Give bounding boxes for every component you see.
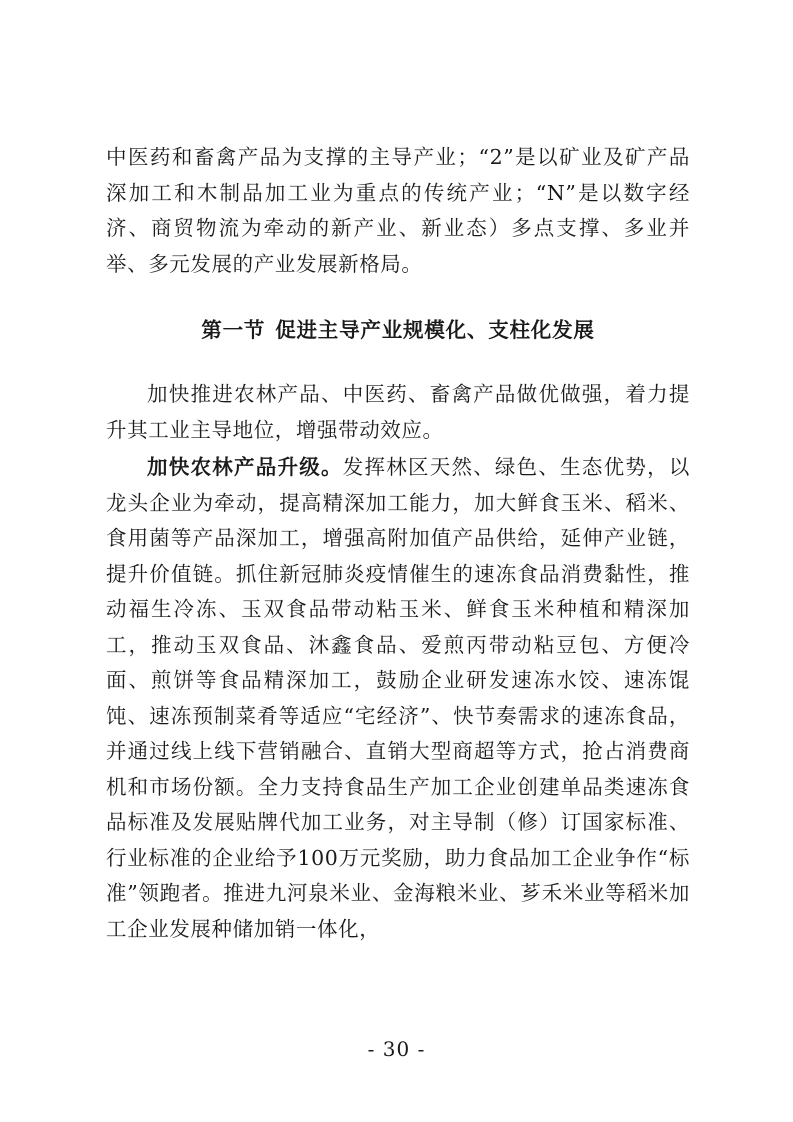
page-number: - 30 - <box>367 1037 426 1061</box>
subsection-paragraph <box>106 450 690 947</box>
section-title: 促进主导产业规模化、支柱化发展 <box>275 318 595 342</box>
subsection-body: 发挥林区天然、绿色、生态优势，以龙头企业为牵动，提高精深加工能力，加大鲜食玉米、稻米、食用菌等产品深加工，增强高附加值产品供给，延伸产业链，提升价值链。抓住新冠肺炎疫情催生的速冻食品消费黏性，推动福生冷冻、玉双食品带动粘玉米、鲜食玉米种植和精深加工，推动玉双食品、沐鑫食品、爱煎丙带动粘豆包、方便冷面、煎饼等食品精深加工，鼓励企业研发速冻水饺、速冻馄饨、速冻预制菜肴等适应“宅经济”、快节奏需求的速冻食品，并通过线上线下营销融合、直销大型商超等方式，抢占消费商机和市场份额。全力支持食品生产加工企业创建单品类速冻食品标准及发展贴牌代加工业务，对主导制（修）订国家标准、行业标准的企业给予100万元奖励，助力食品加工企业争作“标准”领跑者。推进九河泉米业、金海粮米业、芗禾米业等稻米加工企业发展种储加销一体化， <box>106 455 690 941</box>
subsection-lead: 加快农林产品升级。 <box>147 455 343 479</box>
continuation-paragraph: 中医药和畜禽产品为支撑的主导产业；“2”是以矿业及矿产品深加工和木制品加工业为重点的传统产业；“N”是以数字经济、商贸物流为牵动的新产业、新业态）多点支撑、多业并举、多元发展的产业发展新格局。 <box>106 145 690 276</box>
section-number: 第一节 <box>201 318 266 342</box>
intro-paragraph: 加快推进农林产品、中医药、畜禽产品做优做强，着力提升其工业主导地位，增强带动效应。 <box>106 382 690 442</box>
section-heading <box>106 312 690 348</box>
document-body <box>106 140 690 947</box>
